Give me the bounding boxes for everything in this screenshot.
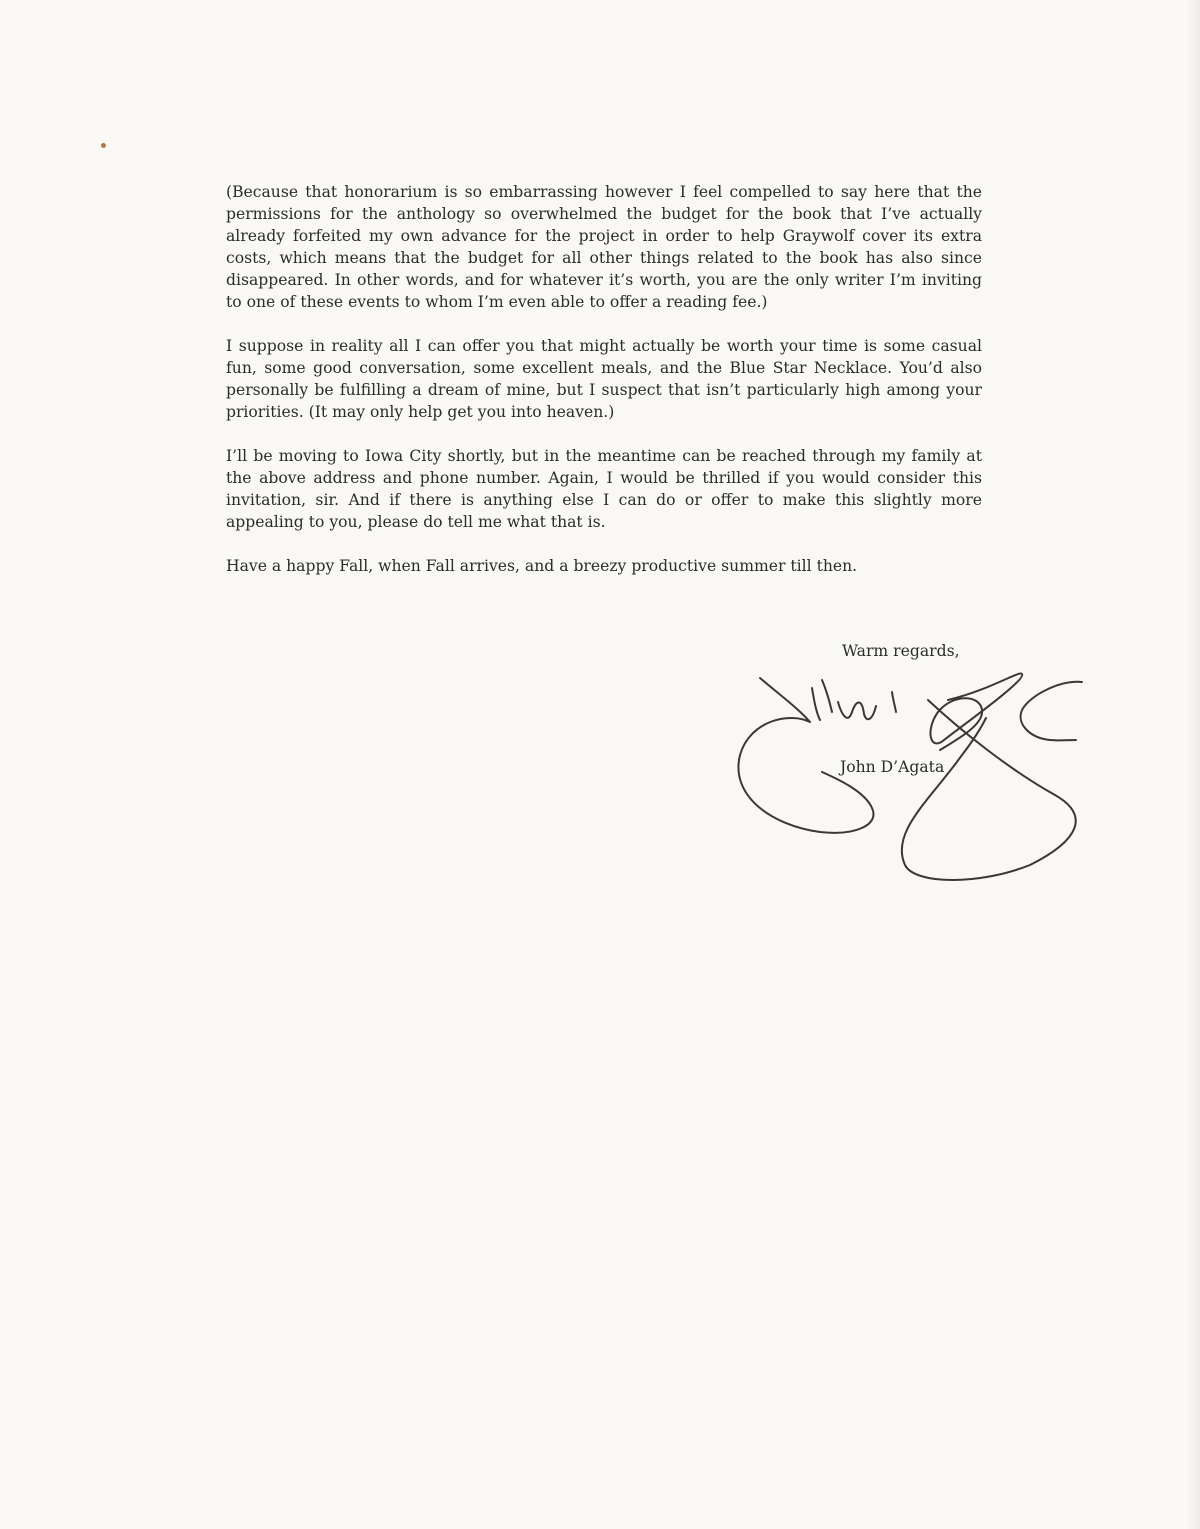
letter-body	[226, 181, 982, 599]
signer-name: John D’Agata	[840, 758, 945, 776]
paragraph-farewell: Have a happy Fall, when Fall arrives, and a breezy productive summer till then.	[226, 557, 858, 575]
paper-edge-shadow	[1186, 0, 1200, 1529]
paper-speck	[101, 143, 106, 148]
paragraph-offer: I suppose in reality all I can offer you that might actually be worth your time is some casual fun, some good conversation, some excellent meals, and the Blue Star Necklace. You’d also personally be fulfilling a dream of mine, but I suspect that isn’t particularly high among your priorities. (It may only help get you into heaven.)	[226, 337, 982, 421]
paragraph-honorarium: (Because that honorarium is so embarrassing however I feel compelled to say here that the permissions for the anthology so overwhelmed the budget for the book that I’ve actually already forfeited my own advance for the project in order to help Graywolf cover its extra costs, which means that the budget for all other things related to the book has also since disappeared. In other words, and for whatever it’s worth, you are the only writer I’m inviting to one of these events to whom I’m even able to offer a reading fee.)	[226, 183, 982, 311]
paragraph-moving: I’ll be moving to Iowa City shortly, but in the meantime can be reached through my family at the above address and phone number. Again, I would be thrilled if you would consider this invitation, sir. And if there is anything else I can do or offer to make this slightly more appealing to you, please do tell me what that is.	[226, 447, 982, 531]
closing-salutation: Warm regards,	[842, 642, 960, 660]
